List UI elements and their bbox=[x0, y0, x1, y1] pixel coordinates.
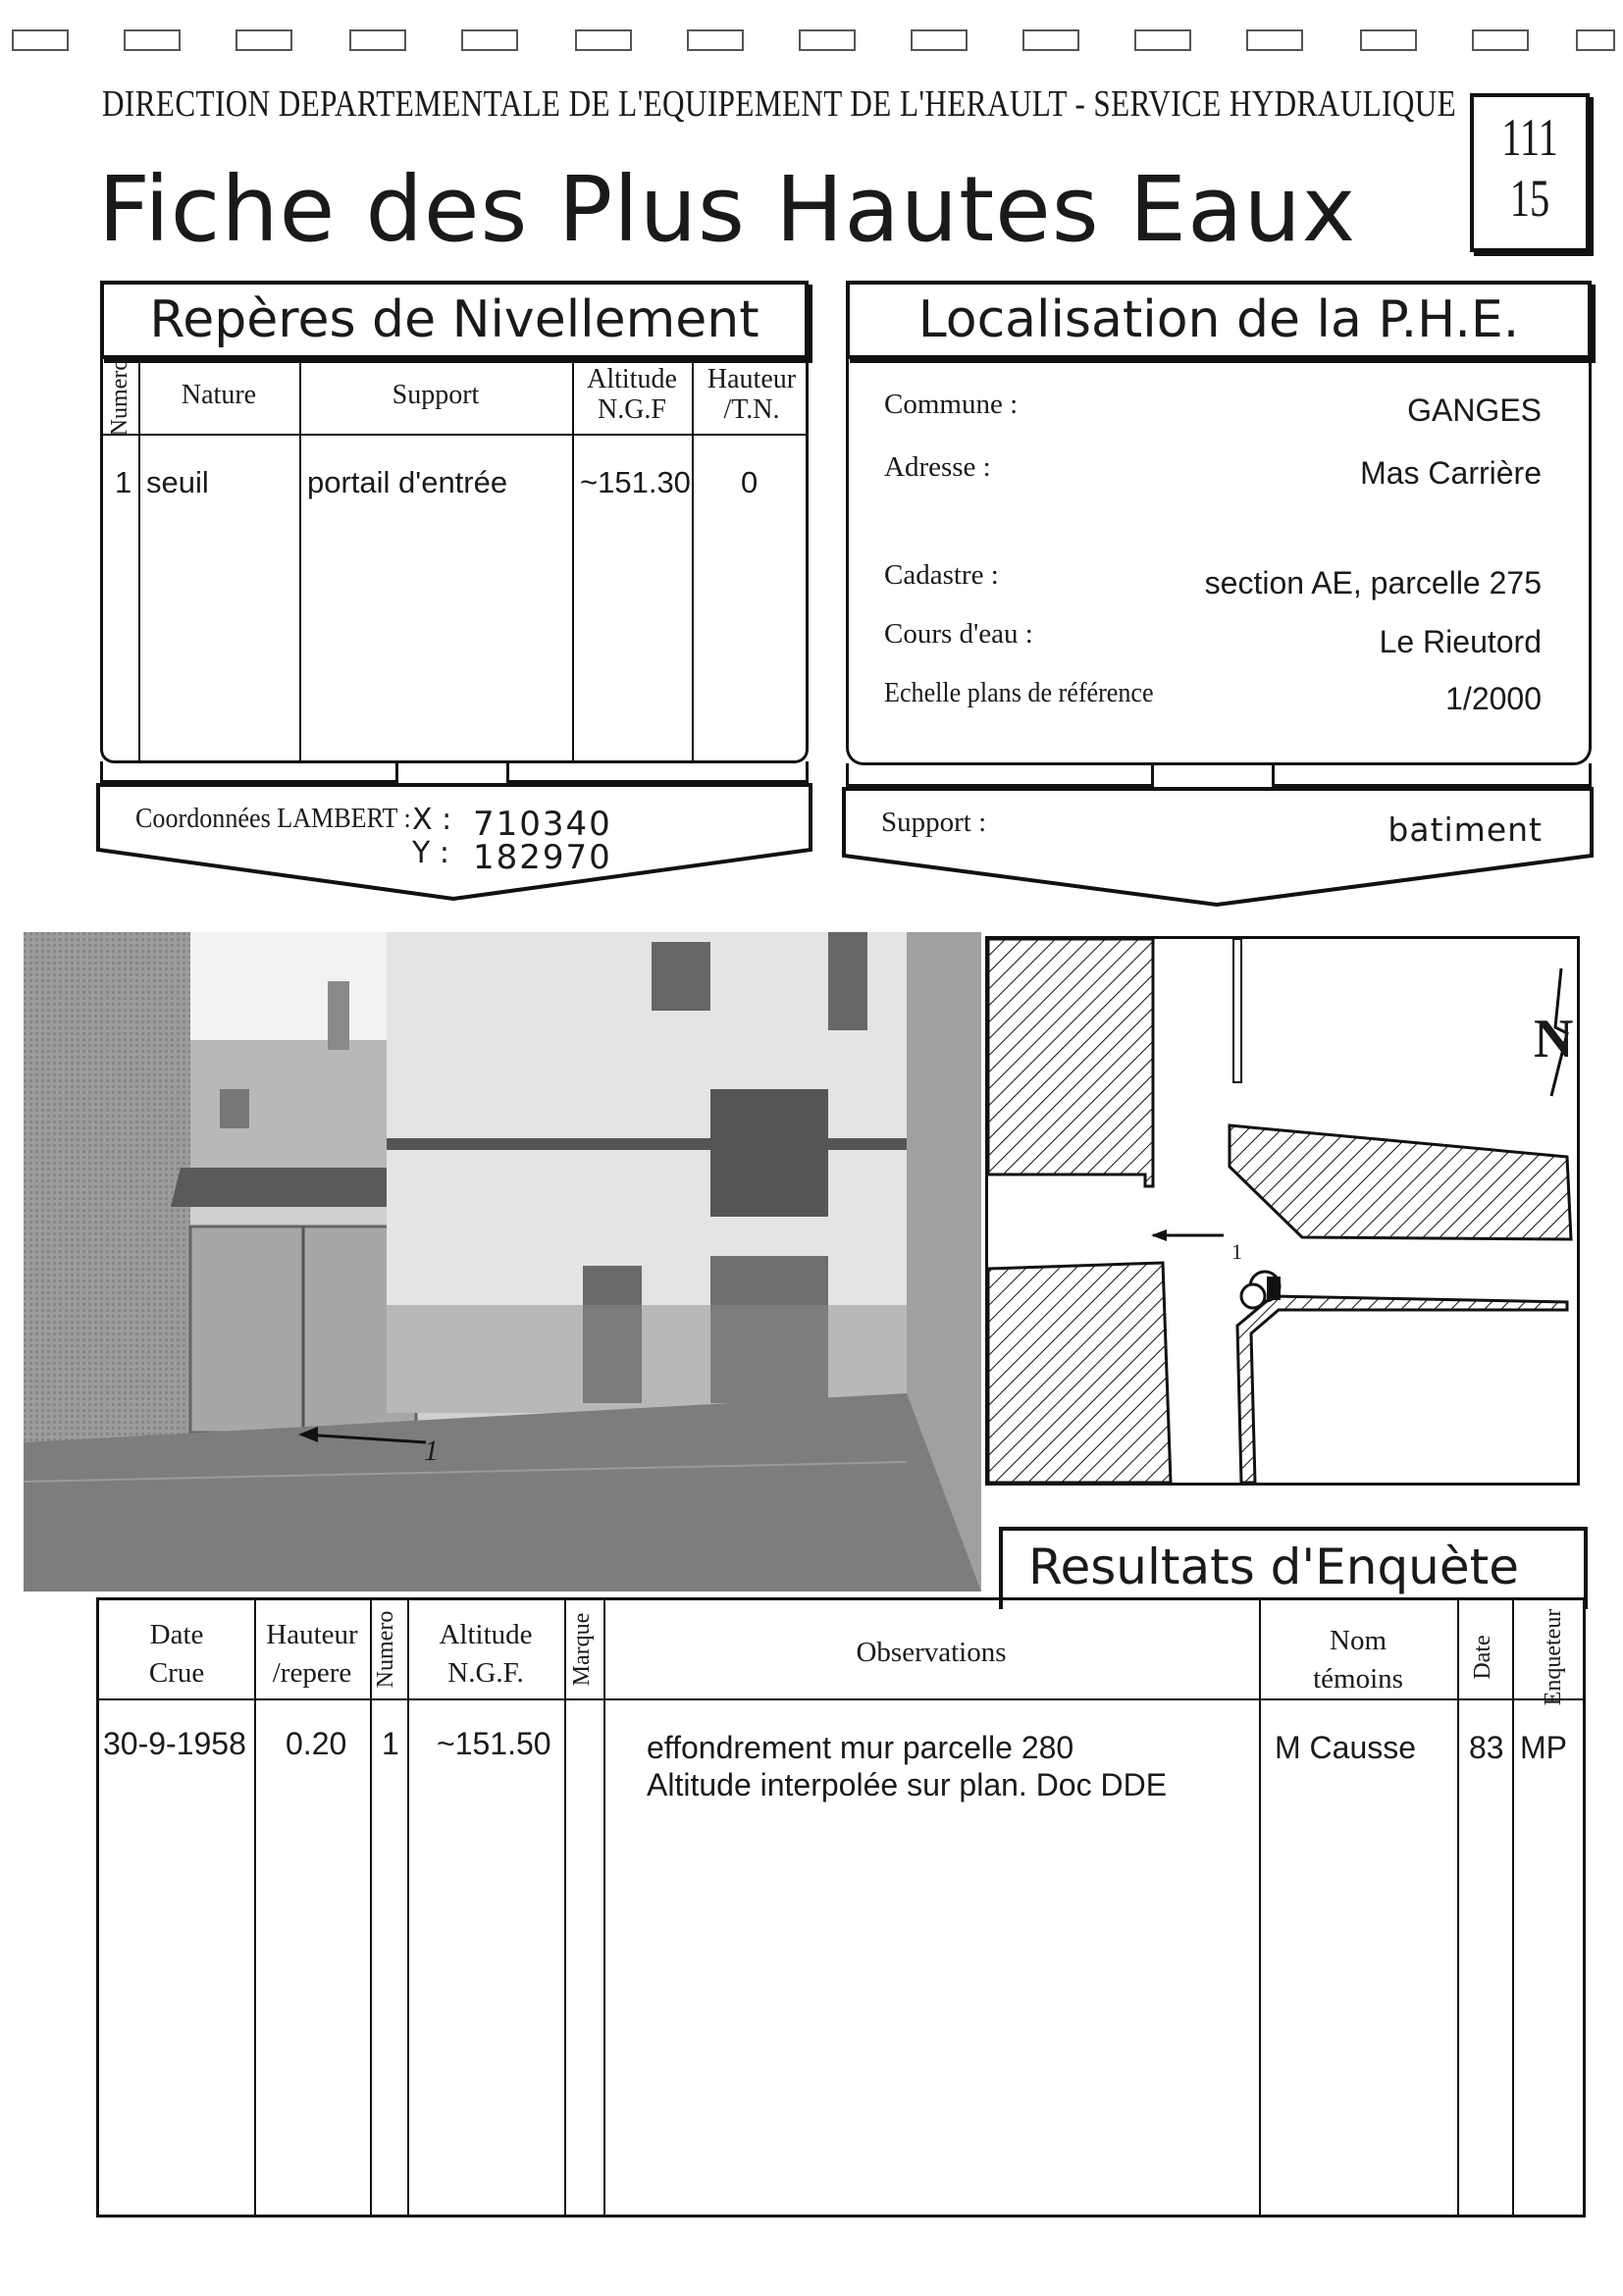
sheet-number-top: 111 bbox=[1501, 108, 1558, 167]
binder-holes bbox=[0, 29, 1623, 57]
col-observations-header: Observations bbox=[856, 1637, 1007, 1668]
res-date: 83 bbox=[1469, 1730, 1504, 1765]
res-nom-temoin: M Causse bbox=[1275, 1730, 1417, 1765]
photo-marker: 1 bbox=[424, 1435, 439, 1467]
coords-box bbox=[94, 781, 816, 905]
reperes-tab-left bbox=[100, 761, 398, 783]
coord-x-value: 710340 bbox=[473, 805, 612, 844]
rep-row-nature: seuil bbox=[146, 465, 209, 499]
localisation-box bbox=[846, 359, 1592, 765]
north-label: N bbox=[1534, 1009, 1574, 1070]
location-plan bbox=[985, 936, 1580, 1486]
col-marque-header: Marque bbox=[569, 1612, 595, 1687]
col-altitude-header: Altitude N.G.F bbox=[587, 364, 677, 425]
support-value: batiment bbox=[1387, 810, 1543, 849]
cadastre-value: section AE, parcelle 275 bbox=[1204, 565, 1542, 600]
res-date-crue: 30-9-1958 bbox=[103, 1726, 246, 1761]
col-hauteur-header: Hauteur /T.N. bbox=[707, 364, 797, 425]
col-support-header: Support bbox=[392, 380, 480, 410]
echelle-value: 1/2000 bbox=[1445, 681, 1542, 716]
cours-value: Le Rieutord bbox=[1379, 624, 1542, 659]
resultats-heading bbox=[999, 1527, 1588, 1605]
cours-label: Cours d'eau : bbox=[884, 618, 1033, 650]
coords-label: Coordonnées LAMBERT : bbox=[135, 803, 411, 834]
res-hauteur: 0.20 bbox=[286, 1726, 347, 1761]
adresse-label: Adresse : bbox=[884, 451, 991, 483]
col-numero-header: Numero bbox=[107, 358, 132, 437]
echelle-label: Echelle plans de référence bbox=[884, 677, 1154, 708]
reperes-table bbox=[100, 359, 809, 763]
loc-tab-left bbox=[846, 763, 1154, 787]
support-label: Support : bbox=[881, 807, 987, 838]
col-altitude-ngf-header: Altitude N.G.F. bbox=[439, 1619, 533, 1690]
cadastre-label: Cadastre : bbox=[884, 559, 999, 591]
sheet-number-bottom: 15 bbox=[1509, 169, 1550, 228]
commune-value: GANGES bbox=[1407, 392, 1542, 428]
site-photograph bbox=[24, 932, 981, 1592]
col-nature-header: Nature bbox=[181, 380, 257, 410]
rep-row-support: portail d'entrée bbox=[307, 465, 508, 499]
res-observation-line2: Altitude interpolée sur plan. Doc DDE bbox=[647, 1767, 1168, 1802]
commune-label: Commune : bbox=[884, 389, 1019, 420]
col-numero-header-res: Numero bbox=[373, 1610, 398, 1689]
col-nom-temoins-header: Nom témoins bbox=[1313, 1625, 1403, 1696]
page-title: Fiche des Plus Hautes Eaux bbox=[98, 157, 1357, 262]
direction-header: DIRECTION DEPARTEMENTALE DE L'EQUIPEMENT DE L'HERAULT - SERVICE HYDRAULIQUE bbox=[102, 83, 1457, 125]
col-date-crue-header: Date Crue bbox=[148, 1619, 205, 1690]
res-numero: 1 bbox=[382, 1726, 399, 1761]
res-observation-line1: effondrement mur parcelle 280 bbox=[647, 1730, 1074, 1765]
resultats-table bbox=[96, 1597, 1586, 2218]
coord-y-label: Y : bbox=[412, 836, 449, 870]
adresse-value: Mas Carrière bbox=[1360, 455, 1542, 491]
localisation-heading bbox=[846, 281, 1592, 359]
coord-x-label: X : bbox=[412, 803, 452, 837]
sheet-number-box bbox=[1470, 93, 1590, 252]
rep-row-altitude: ~151.30 bbox=[580, 465, 691, 499]
coord-y-value: 182970 bbox=[473, 838, 612, 877]
localisation-heading-text: Localisation de la P.H.E. bbox=[917, 290, 1520, 349]
rep-row-numero: 1 bbox=[115, 465, 132, 499]
reperes-heading bbox=[100, 281, 809, 359]
col-date-header: Date bbox=[1470, 1635, 1495, 1680]
rep-row-hauteur: 0 bbox=[741, 465, 759, 499]
resultats-heading-text: Resultats d'Enquète bbox=[1028, 1539, 1519, 1595]
col-enqueteur-header: Enqueteur bbox=[1541, 1608, 1566, 1706]
reperes-tab-right bbox=[506, 761, 809, 783]
loc-tab-right bbox=[1272, 763, 1592, 787]
col-hauteur-repere-header: Hauteur /repere bbox=[266, 1619, 358, 1690]
reperes-heading-text: Repères de Nivellement bbox=[149, 290, 759, 349]
res-altitude: ~151.50 bbox=[437, 1726, 551, 1761]
plan-marker: 1 bbox=[1231, 1239, 1242, 1264]
res-enqueteur: MP bbox=[1520, 1730, 1567, 1765]
